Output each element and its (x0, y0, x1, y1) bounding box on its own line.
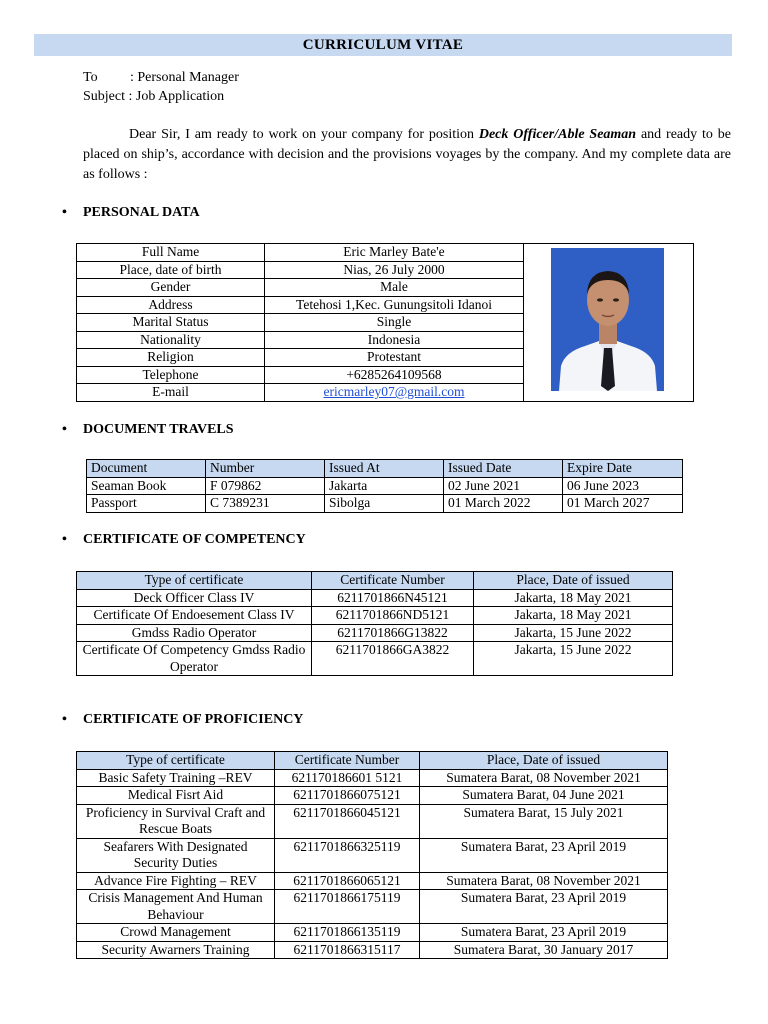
table-cell: Crowd Management (77, 924, 275, 942)
to-label: To (83, 70, 98, 85)
table-cell: Advance Fire Fighting – REV (77, 872, 275, 890)
table-cell: Sumatera Barat, 15 July 2021 (420, 804, 668, 838)
subject-line (83, 87, 224, 106)
table-cell: Passport (87, 495, 206, 513)
table-cell: Seaman Book (87, 477, 206, 495)
document-title: CURRICULUM VITAE (34, 34, 732, 56)
column-header: Type of certificate (77, 572, 312, 590)
table-cell: Jakarta, 15 June 2022 (474, 624, 673, 642)
table-cell: 06 June 2023 (563, 477, 683, 495)
table-cell: 6211701866ND5121 (312, 607, 474, 625)
table-row (87, 495, 683, 513)
profile-photo (551, 248, 664, 391)
proficiency-table (76, 751, 668, 959)
table-cell: Seafarers With Designated Security Duties (77, 838, 275, 872)
table-row (77, 769, 668, 787)
table-row (77, 589, 673, 607)
personal-field-value: Indonesia (265, 331, 524, 349)
table-cell: Jakarta, 18 May 2021 (474, 589, 673, 607)
table-header-row (87, 460, 683, 478)
to-value: : Personal Manager (130, 70, 239, 85)
bullet-icon: • (62, 532, 67, 547)
personal-field-label: Marital Status (77, 314, 265, 332)
table-row (77, 838, 668, 872)
table-cell: 6211701866065121 (275, 872, 420, 890)
table-cell: Jakarta (325, 477, 444, 495)
table-cell: Sumatera Barat, 08 November 2021 (420, 769, 668, 787)
competency-table (76, 571, 673, 676)
portrait-illustration (551, 248, 664, 391)
section-title: CERTIFICATE OF COMPETENCY (83, 532, 306, 547)
personal-field-label: Gender (77, 279, 265, 297)
section-title: DOCUMENT TRAVELS (83, 422, 234, 437)
table-cell: Gmdss Radio Operator (77, 624, 312, 642)
personal-field-label: Religion (77, 349, 265, 367)
section-certificate-of-proficiency (62, 712, 303, 728)
table-row (77, 872, 668, 890)
table-cell: Jakarta, 18 May 2021 (474, 607, 673, 625)
personal-field-value: Tetehosi 1,Kec. Gunungsitoli Idanoi (265, 296, 524, 314)
column-header: Issued Date (444, 460, 563, 478)
table-row (77, 607, 673, 625)
bullet-icon: • (62, 422, 67, 437)
bullet-icon: • (62, 205, 67, 220)
table-header-row (77, 752, 668, 770)
personal-field-value: Single (265, 314, 524, 332)
column-header: Expire Date (563, 460, 683, 478)
table-cell: 621170186601 5121 (275, 769, 420, 787)
table-row (77, 787, 668, 805)
table-cell: Certificate Of Competency Gmdss Radio Operator (77, 642, 312, 676)
table-cell: 6211701866G13822 (312, 624, 474, 642)
section-title: PERSONAL DATA (83, 205, 200, 220)
table-cell: 6211701866175119 (275, 890, 420, 924)
table-cell: 6211701866315117 (275, 941, 420, 959)
personal-field-label: Nationality (77, 331, 265, 349)
table-cell: Medical Fisrt Aid (77, 787, 275, 805)
table-cell: Sumatera Barat, 08 November 2021 (420, 872, 668, 890)
personal-field-label: Telephone (77, 366, 265, 384)
personal-field-label: Place, date of birth (77, 261, 265, 279)
table-row (87, 477, 683, 495)
table-cell: 6211701866325119 (275, 838, 420, 872)
table-row (77, 624, 673, 642)
column-header: Type of certificate (77, 752, 275, 770)
letter-end: and ready to be placed on ship’s, accordance with decision and the provisions voyages by the company. And my complete data are as follows : (83, 127, 731, 182)
section-certificate-of-competency (62, 532, 306, 548)
table-cell: Deck Officer Class IV (77, 589, 312, 607)
column-header: Place, Date of issued (420, 752, 668, 770)
table-row (77, 941, 668, 959)
table-header-row (77, 572, 673, 590)
personal-field-value: Nias, 26 July 2000 (265, 261, 524, 279)
subject-value: : Job Application (128, 89, 225, 104)
table-cell: Sumatera Barat, 23 April 2019 (420, 924, 668, 942)
personal-field-value: Eric Marley Bate'e (265, 244, 524, 262)
table-row (77, 642, 673, 676)
email-link[interactable]: ericmarley07@gmail.com (323, 384, 465, 399)
personal-field-value: Male (265, 279, 524, 297)
bullet-icon: • (62, 712, 67, 727)
personal-field-value (265, 384, 524, 402)
table-cell: 01 March 2022 (444, 495, 563, 513)
personal-field-value: +6285264109568 (265, 366, 524, 384)
section-personal-data (62, 205, 200, 221)
table-cell: 6211701866135119 (275, 924, 420, 942)
letter-position: Deck Officer/Able Seaman (478, 127, 637, 142)
personal-field-label: Full Name (77, 244, 265, 262)
to-line (83, 68, 239, 87)
table-cell: 02 June 2021 (444, 477, 563, 495)
section-title: CERTIFICATE OF PROFICIENCY (83, 712, 304, 727)
table-cell: 01 March 2027 (563, 495, 683, 513)
personal-field-label: E-mail (77, 384, 265, 402)
table-row (77, 890, 668, 924)
column-header: Certificate Number (312, 572, 474, 590)
personal-field-value: Protestant (265, 349, 524, 367)
table-row (77, 804, 668, 838)
table-cell: Crisis Management And Human Behaviour (77, 890, 275, 924)
table-cell: 6211701866N45121 (312, 589, 474, 607)
table-cell: Security Awarners Training (77, 941, 275, 959)
column-header: Issued At (325, 460, 444, 478)
table-cell: Sumatera Barat, 23 April 2019 (420, 838, 668, 872)
table-cell: 6211701866045121 (275, 804, 420, 838)
table-cell: 6211701866GA3822 (312, 642, 474, 676)
column-header: Certificate Number (275, 752, 420, 770)
table-cell: Basic Safety Training –REV (77, 769, 275, 787)
table-cell: Jakarta, 15 June 2022 (474, 642, 673, 676)
table-cell: Sibolga (325, 495, 444, 513)
section-document-travels (62, 422, 234, 438)
table-row (77, 924, 668, 942)
table-cell: Proficiency in Survival Craft and Rescue Boats (77, 804, 275, 838)
table-cell: Certificate Of Endoesement Class IV (77, 607, 312, 625)
document-travels-table (86, 459, 683, 513)
cover-letter-paragraph (83, 125, 731, 185)
table-cell: Sumatera Barat, 23 April 2019 (420, 890, 668, 924)
personal-field-label: Address (77, 296, 265, 314)
table-cell: Sumatera Barat, 30 January 2017 (420, 941, 668, 959)
table-cell: 6211701866075121 (275, 787, 420, 805)
subject-label: Subject (83, 89, 125, 104)
column-header: Place, Date of issued (474, 572, 673, 590)
column-header: Number (206, 460, 325, 478)
table-cell: F 079862 (206, 477, 325, 495)
column-header: Document (87, 460, 206, 478)
table-cell: Sumatera Barat, 04 June 2021 (420, 787, 668, 805)
table-cell: C 7389231 (206, 495, 325, 513)
letter-start: Dear Sir, I am ready to work on your company for position (129, 127, 474, 142)
